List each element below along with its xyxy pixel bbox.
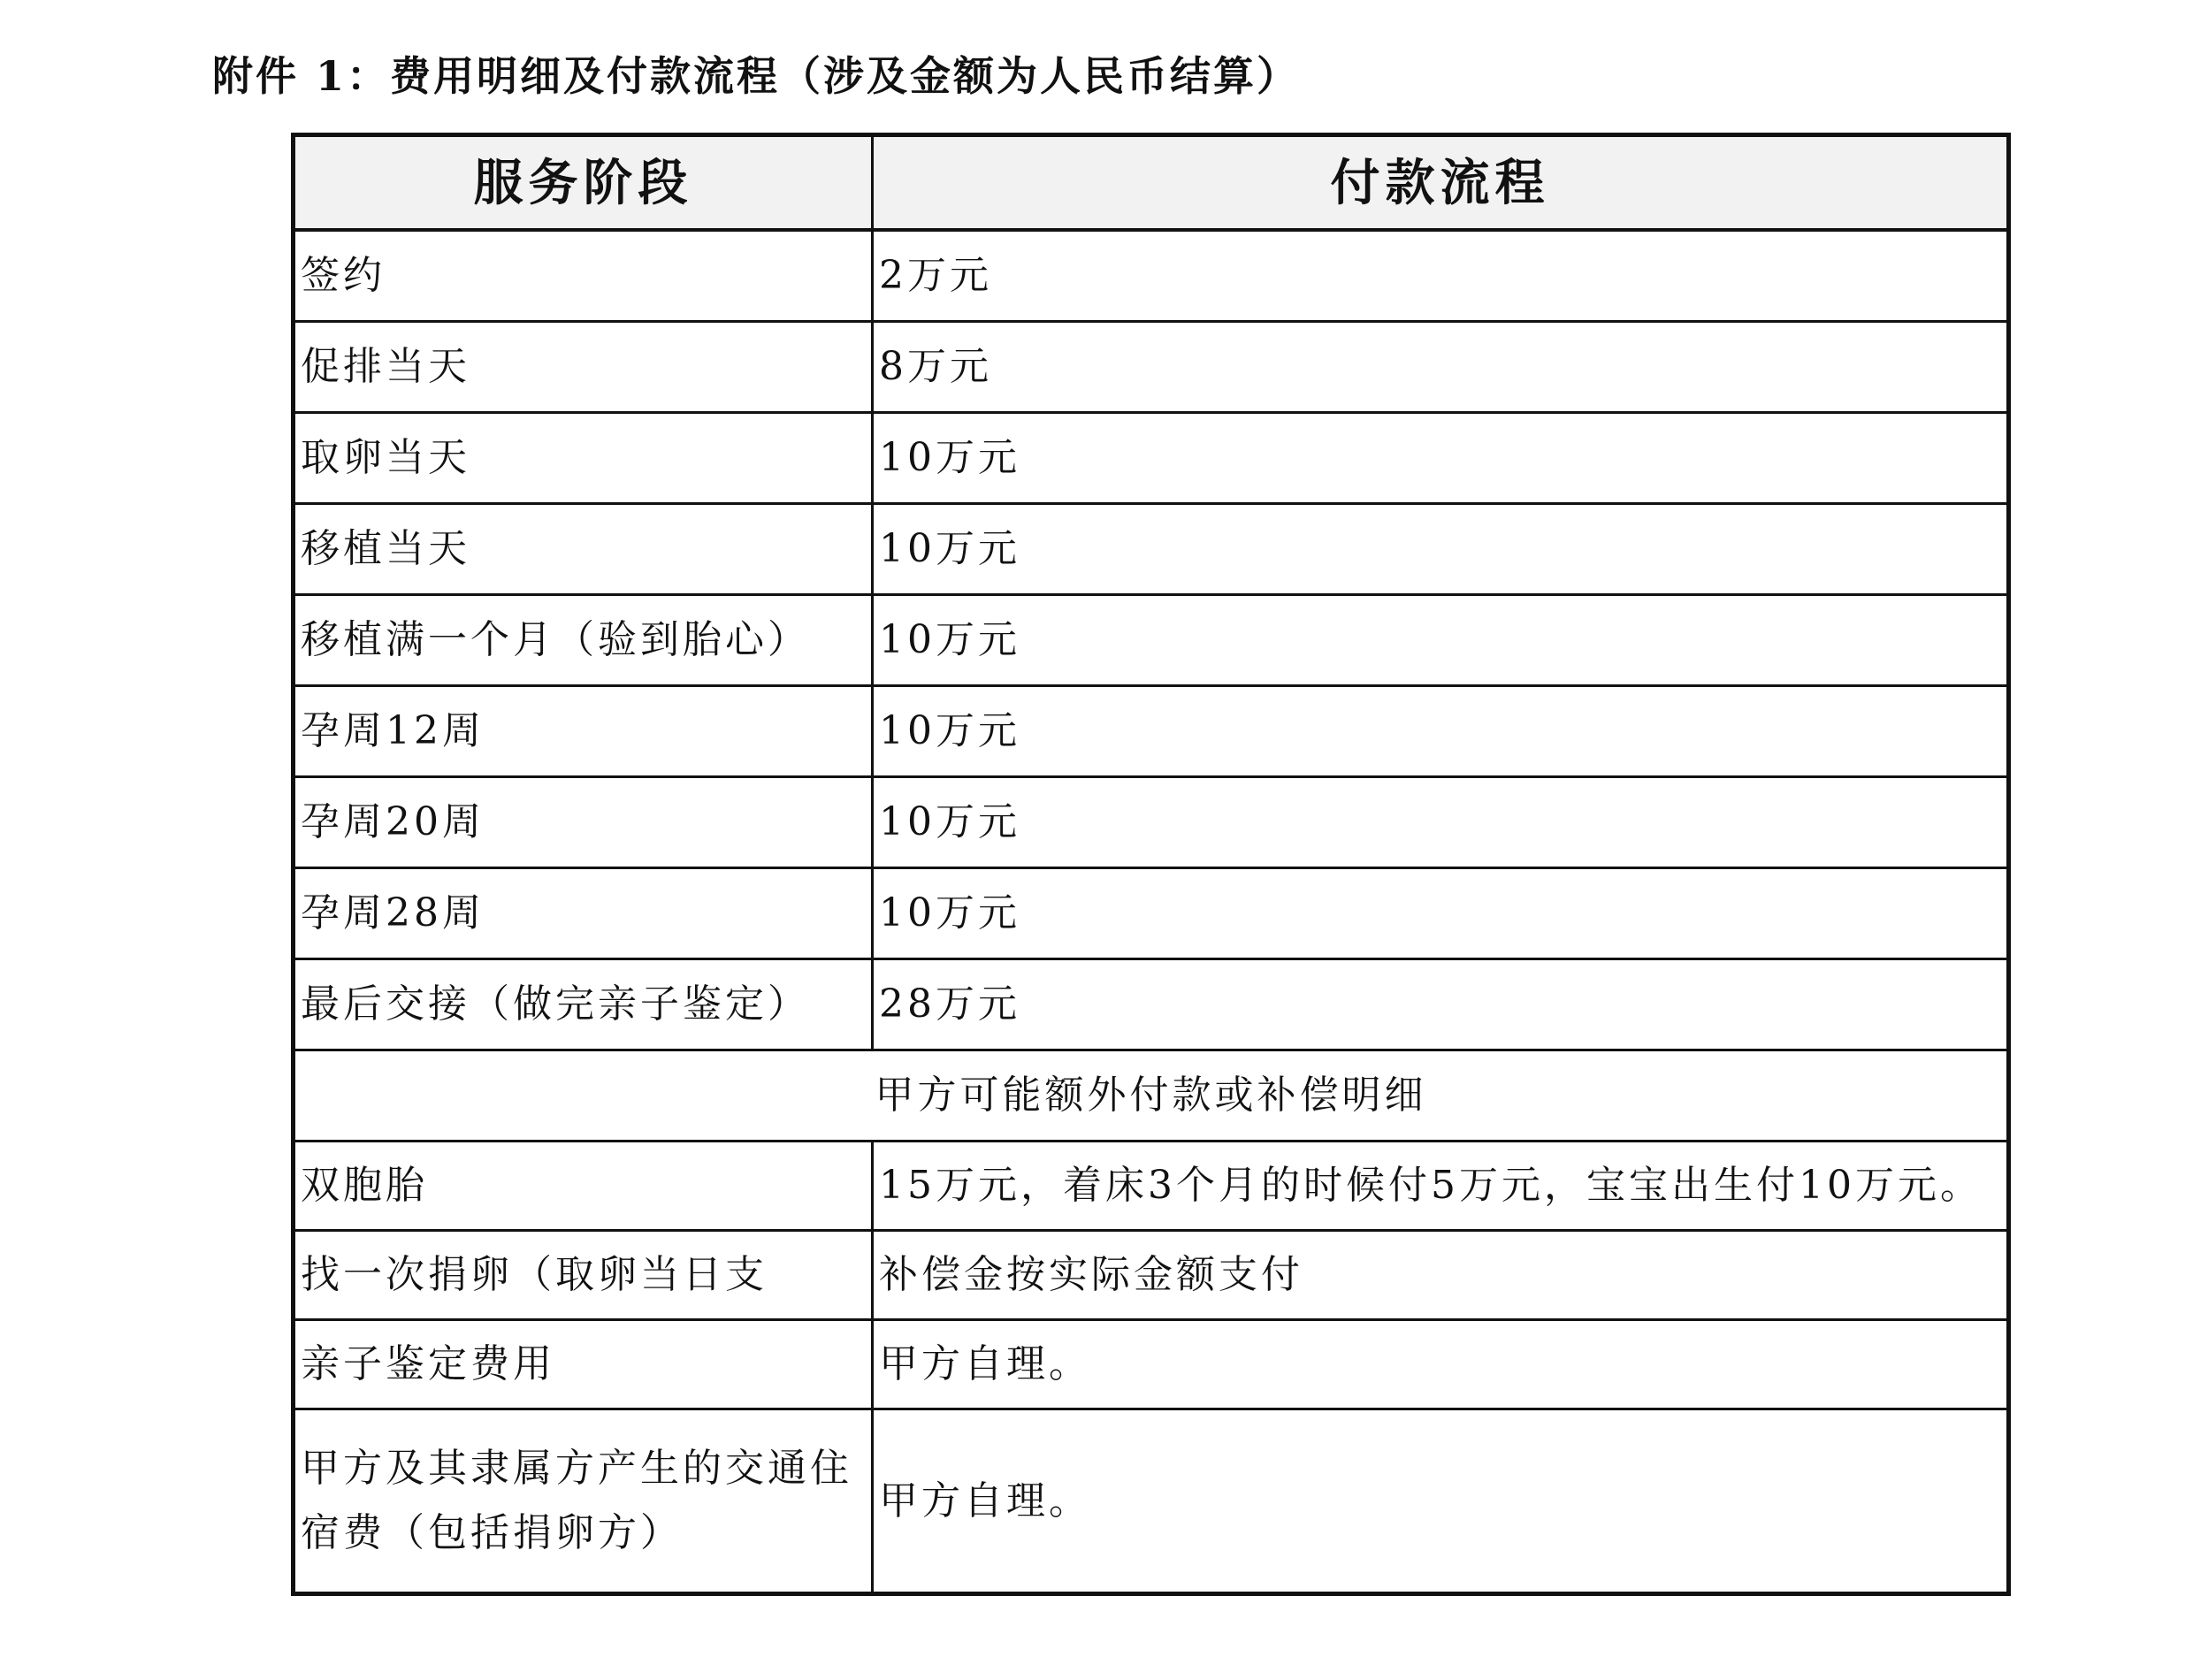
stage-cell: 找一次捐卵（取卵当日支 <box>294 1231 873 1320</box>
table-header-row <box>294 135 2009 231</box>
payment-cell: 8万元 <box>873 322 2009 413</box>
table-row <box>294 868 2009 959</box>
table-row <box>294 413 2009 504</box>
payment-cell: 10万元 <box>873 777 2009 868</box>
payment-cell: 补偿金按实际金额支付 <box>873 1231 2009 1320</box>
payment-cell: 28万元 <box>873 959 2009 1050</box>
payment-cell: 10万元 <box>873 686 2009 777</box>
stage-cell: 孕周28周 <box>294 868 873 959</box>
payment-cell: 10万元 <box>873 504 2009 595</box>
stage-cell: 孕周12周 <box>294 686 873 777</box>
header-service-stage: 服务阶段 <box>294 135 873 231</box>
table-row <box>294 322 2009 413</box>
table-row <box>294 959 2009 1050</box>
table-row <box>294 230 2009 322</box>
stage-cell: 亲子鉴定费用 <box>294 1320 873 1409</box>
stage-cell: 取卵当天 <box>294 413 873 504</box>
table-row <box>294 777 2009 868</box>
extra-payment-section-label: 甲方可能额外付款或补偿明细 <box>294 1050 2009 1142</box>
stage-cell: 签约 <box>294 230 873 322</box>
fee-payment-table <box>291 133 2011 1596</box>
payment-cell: 2万元 <box>873 230 2009 322</box>
stage-cell: 移植当天 <box>294 504 873 595</box>
payment-cell: 甲方自理。 <box>873 1409 2009 1594</box>
table-row <box>294 686 2009 777</box>
payment-cell: 10万元 <box>873 413 2009 504</box>
table-row <box>294 595 2009 686</box>
header-payment-process: 付款流程 <box>873 135 2009 231</box>
stage-cell: 移植满一个月（验到胎心） <box>294 595 873 686</box>
payment-cell: 甲方自理。 <box>873 1320 2009 1409</box>
table-row <box>294 1409 2009 1594</box>
stage-cell: 双胞胎 <box>294 1142 873 1231</box>
stage-cell: 最后交接（做完亲子鉴定） <box>294 959 873 1050</box>
document-title: 附件 1：费用明细及付款流程（涉及金额为人民币结算） <box>212 52 1301 100</box>
table-row <box>294 1142 2009 1231</box>
stage-cell: 甲方及其隶属方产生的交通住宿费（包括捐卵方） <box>294 1409 873 1594</box>
payment-cell: 15万元，着床3个月的时候付5万元，宝宝出生付10万元。 <box>873 1142 2009 1231</box>
payment-cell: 10万元 <box>873 868 2009 959</box>
table-row <box>294 1320 2009 1409</box>
stage-cell: 促排当天 <box>294 322 873 413</box>
table-row <box>294 1231 2009 1320</box>
payment-cell: 10万元 <box>873 595 2009 686</box>
stage-cell: 孕周20周 <box>294 777 873 868</box>
section-header-row <box>294 1050 2009 1142</box>
table-row <box>294 504 2009 595</box>
